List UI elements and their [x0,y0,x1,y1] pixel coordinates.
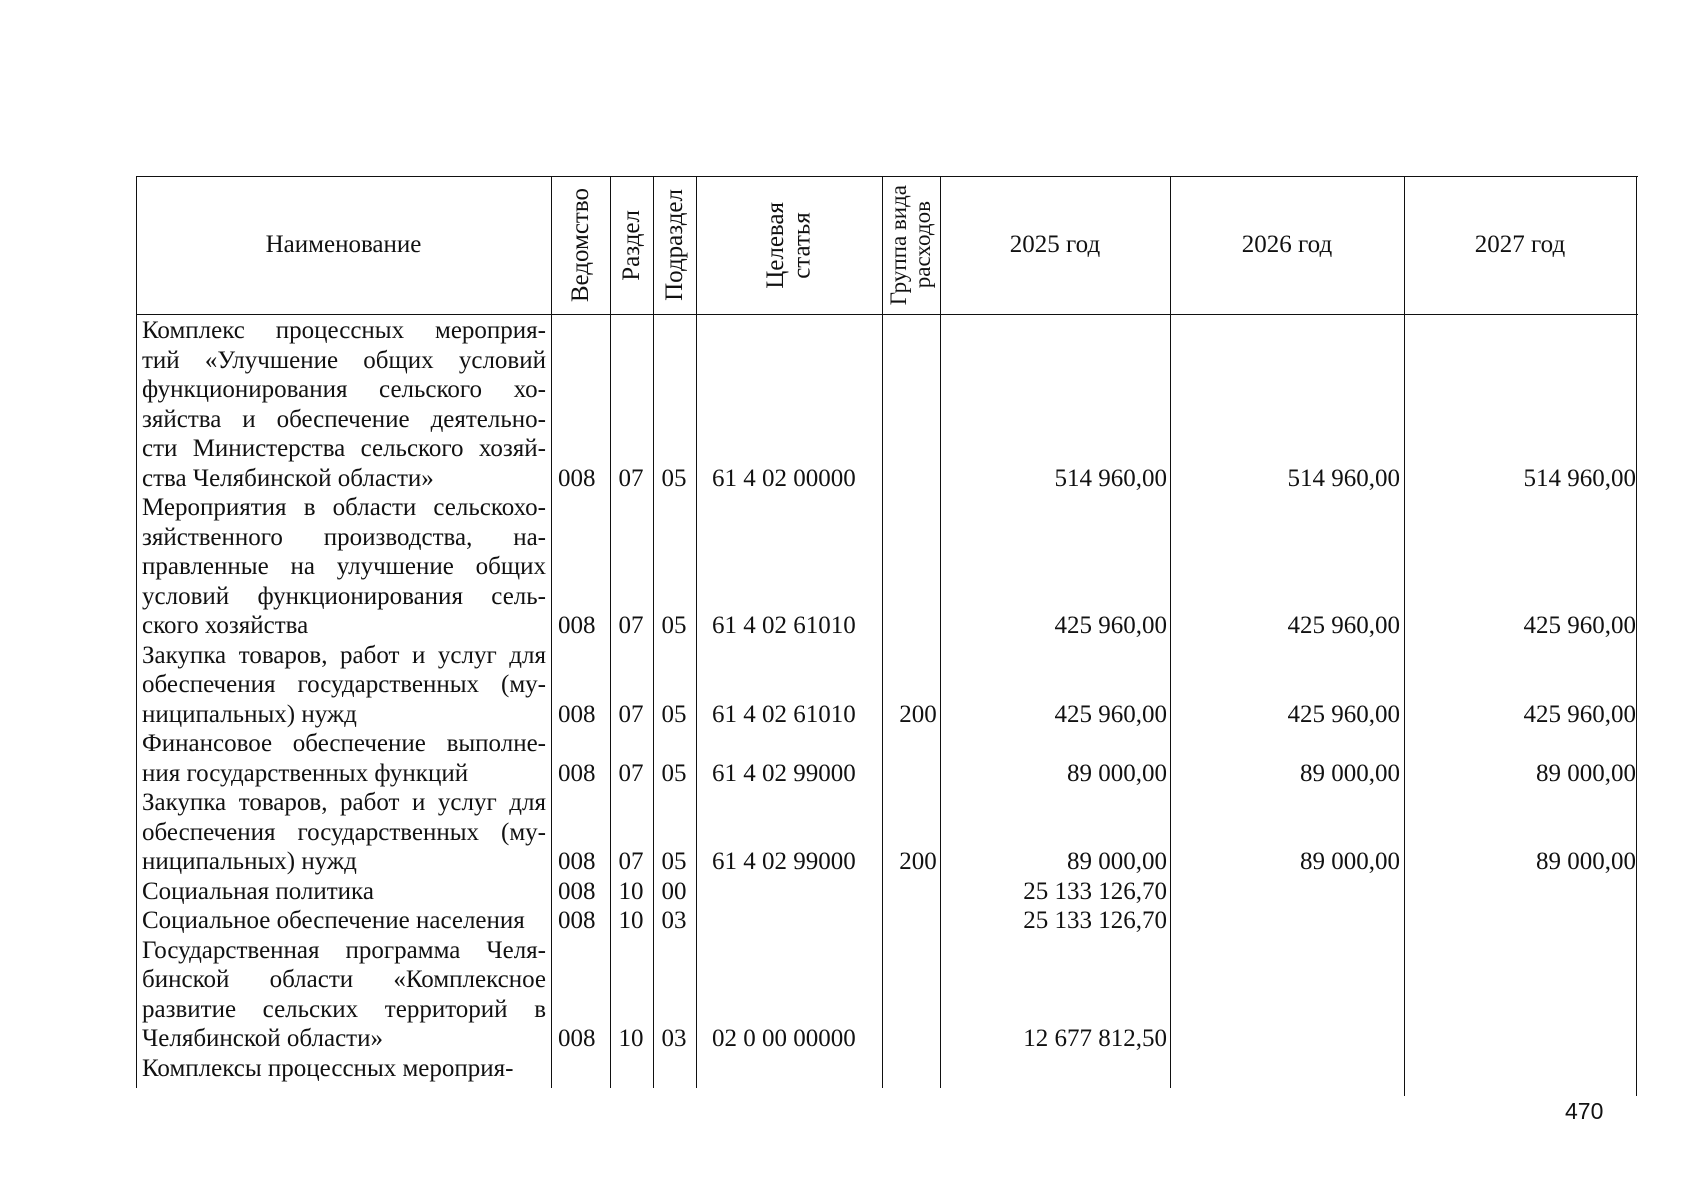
cell-y2025: 425 960,00 [1054,612,1167,639]
header-ved [551,176,610,314]
cell-y2025: 89 000,00 [1067,759,1167,787]
header-celevaya-line-1: Целевая [761,201,789,289]
cell-razdel: 07 [618,700,644,728]
cell-celevaya: 61 4 02 61010 [712,700,856,728]
header-gruppa-line-2: расходов [910,201,935,289]
cell-celevaya: 02 0 00 00000 [712,1025,856,1052]
header-2026 [1170,176,1404,314]
header-name [136,176,551,314]
header-ved-label: Ведомство [567,187,594,303]
row-name-line: ниципальных) нужд [142,848,357,875]
row-name-line: правленные на улучшение общих [142,553,546,580]
cell-y2025: 25 133 126,70 [1023,907,1167,934]
cell-podrazdel: 05 [661,464,687,492]
table-row [136,788,1638,877]
row-name-line: бинской области «Комплексное [142,966,546,993]
cell-celevaya: 61 4 02 99000 [712,848,856,875]
header-2025 [940,176,1170,314]
table-row [136,493,1638,641]
cell-ved: 008 [558,464,596,492]
header-celevaya [696,176,882,314]
row-name [142,877,546,907]
header-gruppa-label [887,185,935,305]
cell-gruppa: 200 [899,848,937,875]
row-name-line: зяйства и обеспечение деятельно- [142,405,546,433]
row-name-line: развитие сельских территорий в [142,995,546,1023]
table-row [136,641,1638,730]
header-celevaya-label [763,202,816,289]
header-podrazdel-label: Подраздел [661,189,688,301]
header-2027-label: 2027 год [1474,231,1566,258]
cell-y2025: 514 960,00 [1054,464,1167,492]
row-name-line: Челябинской области» [142,1025,383,1052]
row-name-line: функционирования сельского хо- [142,376,546,403]
cell-ved: 008 [558,759,596,787]
row-name-line: зяйственного производства, на- [142,523,546,551]
cell-razdel: 07 [618,612,644,639]
header-2027 [1404,176,1636,314]
cell-celevaya: 61 4 02 99000 [712,759,856,787]
row-name-line: Мероприятия в области сельскохо- [142,494,546,521]
row-name-line: Закупка товаров, работ и услуг для [142,641,546,669]
cell-podrazdel: 03 [661,1025,687,1052]
cell-ved: 008 [558,877,596,905]
cell-ved: 008 [558,700,596,728]
cell-ved: 008 [558,907,596,934]
cell-razdel: 10 [618,877,644,905]
table-row [136,1054,1638,1084]
budget-table [136,176,1638,1088]
cell-razdel: 07 [618,848,644,875]
cell-y2026: 89 000,00 [1300,848,1400,875]
header-celevaya-line-2: статья [788,211,815,279]
cell-podrazdel: 05 [661,759,687,787]
cell-podrazdel: 05 [661,612,687,639]
cell-podrazdel: 03 [661,907,687,934]
header-2026-label: 2026 год [1241,231,1333,258]
header-2025-label: 2025 год [1009,231,1101,258]
cell-y2025: 12 677 812,50 [1023,1025,1167,1052]
table-row [136,906,1638,936]
table-row [136,877,1638,907]
table-row [136,316,1638,493]
row-name-line: Социальное обеспечение населения [142,907,525,934]
cell-y2027: 89 000,00 [1536,759,1636,787]
cell-razdel: 10 [618,1025,644,1052]
cell-celevaya: 61 4 02 61010 [712,612,856,639]
cell-ved: 008 [558,612,596,639]
cell-y2025: 25 133 126,70 [1023,877,1167,905]
row-name [142,493,546,641]
cell-podrazdel: 00 [661,877,687,905]
cell-podrazdel: 05 [661,700,687,728]
row-name [142,906,546,936]
header-podrazdel [653,176,696,314]
cell-razdel: 10 [618,907,644,934]
row-name-line: сти Министерства сельского хозяй- [142,435,546,462]
cell-razdel: 07 [618,464,644,492]
table-row [136,936,1638,1054]
row-name [142,1054,546,1084]
row-name [142,936,546,1054]
table-row [136,729,1638,788]
cell-y2026: 514 960,00 [1287,464,1400,492]
cell-ved: 008 [558,848,596,875]
cell-y2026: 89 000,00 [1300,759,1400,787]
cell-y2025: 89 000,00 [1067,848,1167,875]
cell-y2027: 514 960,00 [1523,464,1636,492]
row-name-line: Финансовое обеспечение выполне- [142,730,546,757]
cell-y2026: 425 960,00 [1287,700,1400,728]
row-name-line: ниципальных) нужд [142,700,357,728]
row-name [142,729,546,788]
row-name-line: Социальная политика [142,877,374,905]
cell-gruppa: 200 [899,700,937,728]
cell-podrazdel: 05 [661,848,687,875]
cell-y2027: 425 960,00 [1523,612,1636,639]
row-name-line: условий функционирования сель- [142,582,546,610]
row-name [142,641,546,730]
header-name-label: Наименование [265,231,422,258]
header-gruppa-line-1: Группа вида [885,184,911,306]
row-name-line: обеспечения государственных (му- [142,818,546,846]
header-razdel [610,176,653,314]
header-razdel-label: Раздел [618,209,645,281]
cell-razdel: 07 [618,759,644,787]
row-name-line: тий «Улучшение общих условий [142,346,546,374]
cell-y2027: 425 960,00 [1523,700,1636,728]
grid-line [136,314,1638,315]
row-name-line: Комплекс процессных мероприя- [142,317,546,344]
row-name-line: Комплексы процессных мероприя- [142,1054,514,1082]
row-name [142,316,546,493]
header-gruppa [882,176,940,314]
cell-ved: 008 [558,1025,596,1052]
row-name-line: Закупка товаров, работ и услуг для [142,789,546,816]
row-name-line: Государственная программа Челя- [142,936,546,964]
page-number: 470 [1565,1098,1604,1124]
cell-y2026: 425 960,00 [1287,612,1400,639]
cell-y2025: 425 960,00 [1054,700,1167,728]
row-name [142,788,546,877]
cell-celevaya: 61 4 02 00000 [712,464,856,492]
cell-y2027: 89 000,00 [1536,848,1636,875]
row-name-line: ского хозяйства [142,612,309,639]
row-name-line: ния государственных функций [142,759,469,787]
row-name-line: ства Челябинской области» [142,464,434,492]
row-name-line: обеспечения государственных (му- [142,671,546,698]
